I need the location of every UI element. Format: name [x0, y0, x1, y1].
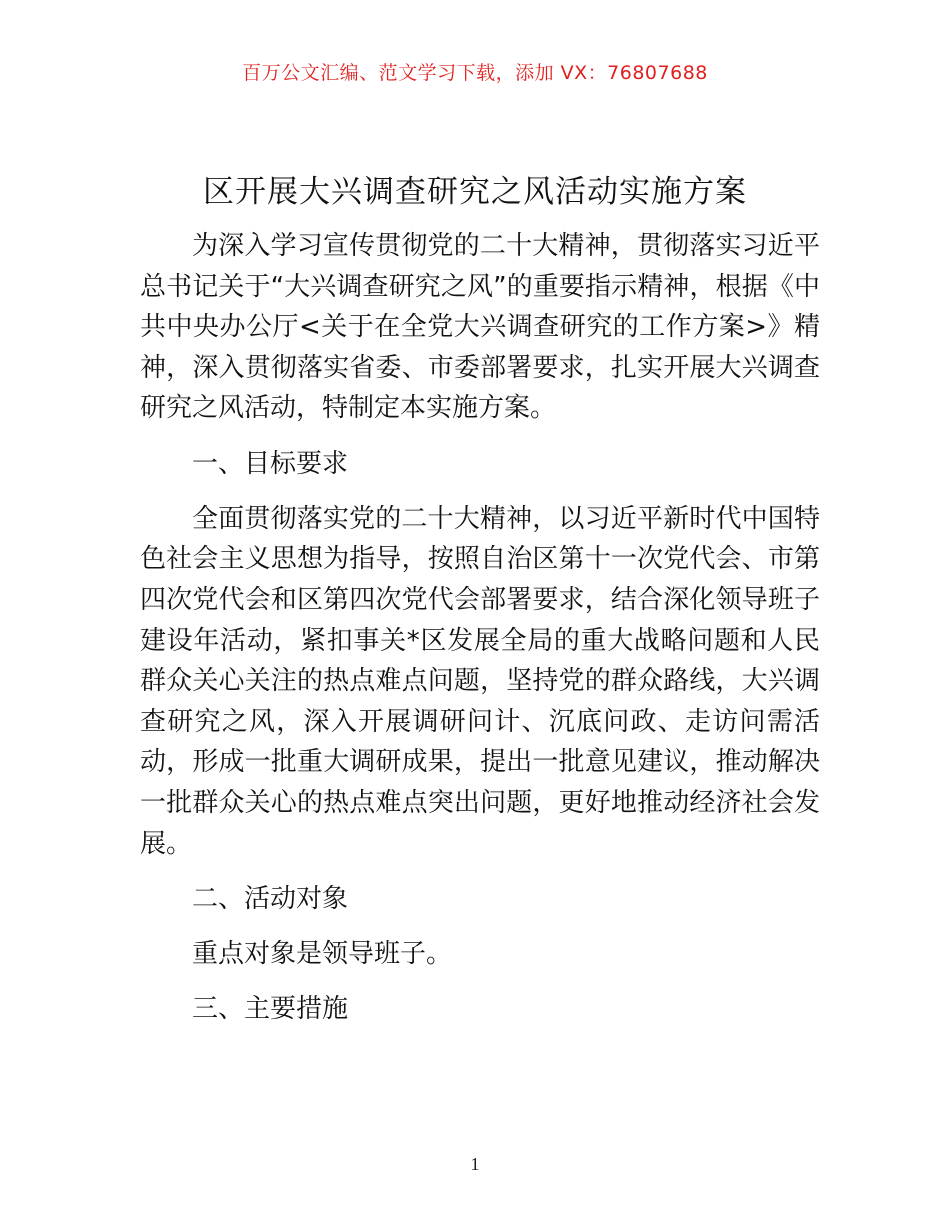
page-number: 1 [470, 1154, 480, 1174]
section-heading-2: 二、活动对象 [192, 883, 349, 914]
document-title: 区开展大兴调查研究之风活动实施方案 [203, 174, 747, 210]
intro-paragraph: 为深入学习宣传贯彻党的二十大精神，贯彻落实习近平总书记关于“大兴调查研究之风”的重要指示精神，根据《中共中央办公厅<关于在全党大兴调查研究的工作方案>》精神，深入贯彻落实省委、市委部署要求，扎实开展大兴调查研究之风活动，特制定本实施方案。 [140, 231, 820, 424]
section-body-1: 全面贯彻落实党的二十大精神，以习近平新时代中国特色社会主义思想为指导，按照自治区第十一次党代会、市第四次党代会和区第四次党代会部署要求，结合深化领导班子建设年活动，紧扣事关*区发展全局的重大战略问题和人民群众关心关注的热点难点问题，坚持党的群众路线，大兴调查研究之风，深入开展调研问计、沉底问政、走访问需活动，形成一批重大调研成果，提出一批意见建议，推动解决一批群众关心的热点难点突出问题，更好地推动经济社会发展。 [140, 503, 820, 859]
section-heading-3: 三、主要措施 [192, 994, 349, 1025]
document-body [140, 226, 820, 1044]
section-heading-1: 一、目标要求 [192, 448, 349, 479]
header-banner: 百万公文汇编、范文学习下载，添加 VX：76807688 [242, 62, 708, 84]
section-body-2: 重点对象是领导班子。 [192, 938, 453, 969]
